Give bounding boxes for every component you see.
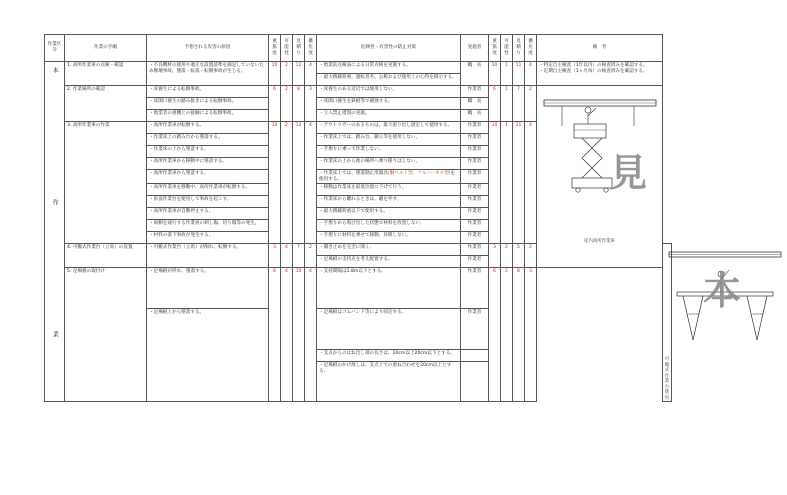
implementer-cell: 作業者 <box>461 134 489 146</box>
likelihood-cell: 2 <box>281 122 293 244</box>
estimate-after-cell: 7 <box>513 86 525 122</box>
header-category: 作業区分 <box>45 35 65 62</box>
table-row <box>45 62 672 74</box>
estimate-cell: 12 <box>293 122 305 244</box>
implementer-cell: 職 長 <box>461 110 489 122</box>
hazard-cell: ・拡張作業台を使用して事故を起こす。 <box>147 196 269 208</box>
estimate-cell: 12 <box>293 62 305 86</box>
implementer-cell: 作業者 <box>461 268 489 309</box>
header-measures: 危険性・有害性の防止対策 <box>317 35 461 62</box>
header-implementer: 実施者 <box>461 35 489 62</box>
header-estimate: 見積り <box>293 35 305 62</box>
implementer-cell: 作業者 <box>461 208 489 220</box>
header-step: 作業の手順 <box>65 35 147 62</box>
estimate-cell: 10 <box>293 268 305 402</box>
illustration-caption: 可搬式作業台使用 <box>664 357 670 401</box>
hazard-cell: ・床開口養生の踏み抜きによる転倒事故。 <box>147 98 269 110</box>
implementer-cell: 作業者 <box>461 220 489 232</box>
estimate-cell: 7 <box>293 244 305 268</box>
header-hazards: 予想される災害の原因 <box>147 35 269 62</box>
implementer-cell: 作業者 <box>461 244 489 256</box>
implementer-cell: 作業者 <box>461 184 489 196</box>
implementer-cell: 作業者 <box>461 232 489 244</box>
hazard-cell: ・他業者の重機との接触による転倒事故。 <box>147 110 269 122</box>
hazard-cell: ・高所作業車を移動中、高所作業車が転倒する。 <box>147 184 269 196</box>
hazard-cell: ・足場板上から墜落する。 <box>147 309 269 402</box>
likelihood-after-cell: 1 <box>501 122 513 244</box>
measure-cell: ・足場板の支持点を考え配置する。 <box>317 256 461 268</box>
hazard-cell: ・両側を通行する作業員の刺し傷、切り傷等の発生。 <box>147 220 269 232</box>
estimate-after-cell: 8 <box>513 268 525 402</box>
measure-cell: ・作業床の上から他の場所へ乗り移りはしない。 <box>317 158 461 170</box>
hazard-cell: ・床養生による転倒事故。 <box>147 86 269 98</box>
step-cell: 2. 作業場所の確認 <box>65 86 147 122</box>
priority-after-cell: 3 <box>525 268 537 402</box>
likelihood-after-cell: 2 <box>501 244 513 268</box>
priority-after-cell: 2 <box>525 86 537 122</box>
hazard-cell: ・可搬式作業台（立馬）が倒れ、転倒する。 <box>147 244 269 268</box>
implementer-cell: 職 長 <box>461 62 489 86</box>
measure-cell: ・支持間隔は1.8m以下とする。 <box>317 268 461 309</box>
estimate-after-cell: 5 <box>513 244 525 268</box>
remarks-line: ・特定自主検査（1年以内）の検査済みを確認する。 <box>539 63 648 68</box>
category-label: 本 作 業 <box>45 62 65 402</box>
priority-after-cell: 2 <box>525 244 537 268</box>
hazard-cell: ・高所作業車が自動停止する。 <box>147 208 269 220</box>
implementer-cell: 作業者 <box>461 122 489 134</box>
severity-after-cell: 6 <box>489 86 501 122</box>
severity-cell: 6 <box>269 86 281 122</box>
risk-assessment-sheet <box>44 34 742 402</box>
estimate-cell: 8 <box>293 86 305 122</box>
step-cell: 5. 足場板の取付け <box>65 268 147 402</box>
implementer-cell: 作業者 <box>461 170 489 184</box>
implementer-cell: 職 長 <box>461 98 489 110</box>
hazard-cell: ・不良機材の使用や適正な設置基準を満足していないため倒壊事故、墜落・転落・転倒事故が生じる。 <box>147 62 269 86</box>
header-priority: 優先度 <box>305 35 317 62</box>
hazard-cell: ・材料の落下事故が発生する。 <box>147 232 269 244</box>
hazard-cell: ・高所作業車から移動中に墜落する。 <box>147 158 269 170</box>
header-severity: 重篤度 <box>269 35 281 62</box>
measure-cell: ・足場板のかけ渡しは、支点上での重ね合わせを20cm以上とする。 <box>317 362 461 402</box>
watermark-glyph-bottom: 本 <box>703 269 742 314</box>
implementer-cell: 作業者 <box>461 309 489 350</box>
severity-cell: 10 <box>269 62 281 86</box>
measure-cell: ・作業床上では、踏み台、脚立等を使用しない。 <box>317 134 461 146</box>
measure-cell: ・足場板はゴムバンド等により固定する。 <box>317 309 461 350</box>
severity-cell: 3 <box>269 244 281 268</box>
measure-text: ・作業床上では、墜落制止用器具 <box>319 171 388 176</box>
measure-cell: ・移動は作業床を最低位置に下げて行う。 <box>317 184 461 196</box>
risk-assessment-table <box>44 34 742 402</box>
header-likelihood: 可能性 <box>281 35 293 62</box>
severity-after-cell: 10 <box>489 122 501 244</box>
remarks-line: ・定期自主検査（1ヶ月毎）の検査済みを確認する。 <box>539 68 648 74</box>
watermark-glyph-top: 見 <box>609 151 648 195</box>
estimate-after-cell: 11 <box>513 122 525 244</box>
measure-cell: ・作業床から離れるときは、鍵を外す。 <box>317 196 461 208</box>
measure-cell: ・支点からのはね出し部の長さは、10cm以上20cm以下とする。 <box>317 350 461 362</box>
measure-cell: ・アウトリガーのあるものは、最大張り出し固定して使用する。 <box>317 122 461 134</box>
priority-cell: 3 <box>305 86 317 122</box>
measure-cell: ・開き止めを完全に開く。 <box>317 244 461 256</box>
priority-after-cell: 4 <box>525 122 537 244</box>
illustration-portable-platform <box>663 244 742 402</box>
header-estimate-after: 見積り <box>513 35 525 62</box>
hazard-cell: ・作業床上の踏み台から墜落する。 <box>147 134 269 146</box>
likelihood-after-cell: 2 <box>501 268 513 402</box>
likelihood-after-cell: 1 <box>501 62 513 86</box>
header-likelihood-after: 可能性 <box>501 35 513 62</box>
implementer-cell: 作業者 <box>461 146 489 158</box>
implementer-cell <box>461 362 489 402</box>
implementer-cell: 作業者 <box>461 196 489 208</box>
measure-cell: ・床養生のある近辺では使用しない。 <box>317 86 461 98</box>
step-cell: 4. 可搬式作業台（立馬）の設置 <box>65 244 147 268</box>
measure-highlight: (胴ベルト型、フルハーネス型) <box>387 171 451 176</box>
step-cell: 1. 高所作業車の点検・確認 <box>65 62 147 86</box>
priority-after-cell: 4 <box>525 62 537 86</box>
likelihood-cell: 4 <box>281 268 293 402</box>
measure-cell: ・手摺りから飛び出した状態で材料を放置しない。 <box>317 220 461 232</box>
hazard-cell: ・作業床の上から墜落する。 <box>147 146 269 158</box>
illustration-aerial-work-platform <box>537 86 663 268</box>
implementer-cell: 作業者 <box>461 86 489 98</box>
severity-cell: 6 <box>269 268 281 402</box>
table-row <box>45 86 672 98</box>
measure-cell: ・手摺りに材料を乗せて移動、昇降しない。 <box>317 232 461 244</box>
header-remarks: 備 考 <box>537 35 663 62</box>
hazard-cell: ・高所作業車が転倒する。 <box>147 122 269 134</box>
priority-cell: 2 <box>305 244 317 268</box>
severity-after-cell: 3 <box>489 244 501 268</box>
measure-cell: ・最大積載荷重以下で使用する。 <box>317 208 461 220</box>
illustration-caption: 屋内高所作業車 <box>584 238 615 244</box>
priority-cell: 4 <box>305 268 317 402</box>
severity-after-cell: 10 <box>489 62 501 86</box>
measure-cell: ・手摺りに乗って作業しない。 <box>317 146 461 158</box>
measure-cell: ・床開口養生を鉄板等で補強する。 <box>317 98 461 110</box>
remarks-cell <box>537 62 663 86</box>
measure-text: を使用する。 <box>319 171 456 182</box>
likelihood-cell: 2 <box>281 62 293 86</box>
measure-cell: ・立入禁止措置の実施。 <box>317 110 461 122</box>
header-priority-after: 優先度 <box>525 35 537 62</box>
header-row <box>45 35 672 62</box>
implementer-cell: 作業者 <box>461 158 489 170</box>
priority-cell: 4 <box>305 62 317 86</box>
estimate-after-cell: 11 <box>513 62 525 86</box>
likelihood-after-cell: 1 <box>501 86 513 122</box>
likelihood-cell: 4 <box>281 244 293 268</box>
severity-after-cell: 6 <box>489 268 501 402</box>
header-severity-after: 重篤度 <box>489 35 501 62</box>
implementer-cell <box>461 350 489 362</box>
measure-cell: ・始業前点検表による日常点検を実施する。 <box>317 62 461 74</box>
priority-cell: 4 <box>305 122 317 244</box>
implementer-cell: 作業者 <box>461 256 489 268</box>
measure-cell <box>317 170 461 184</box>
hazard-cell: ・高所作業車から墜落する。 <box>147 170 269 184</box>
likelihood-cell: 2 <box>281 86 293 122</box>
hazard-cell: ・足場板が折れ、墜落する。 <box>147 268 269 309</box>
severity-cell: 10 <box>269 122 281 244</box>
measure-cell: ・最大積載荷重、運転者名、公称および使用上の心得を掲示する。 <box>317 74 461 86</box>
table-row <box>45 268 672 309</box>
step-cell: 3. 高所作業車の作業 <box>65 122 147 244</box>
